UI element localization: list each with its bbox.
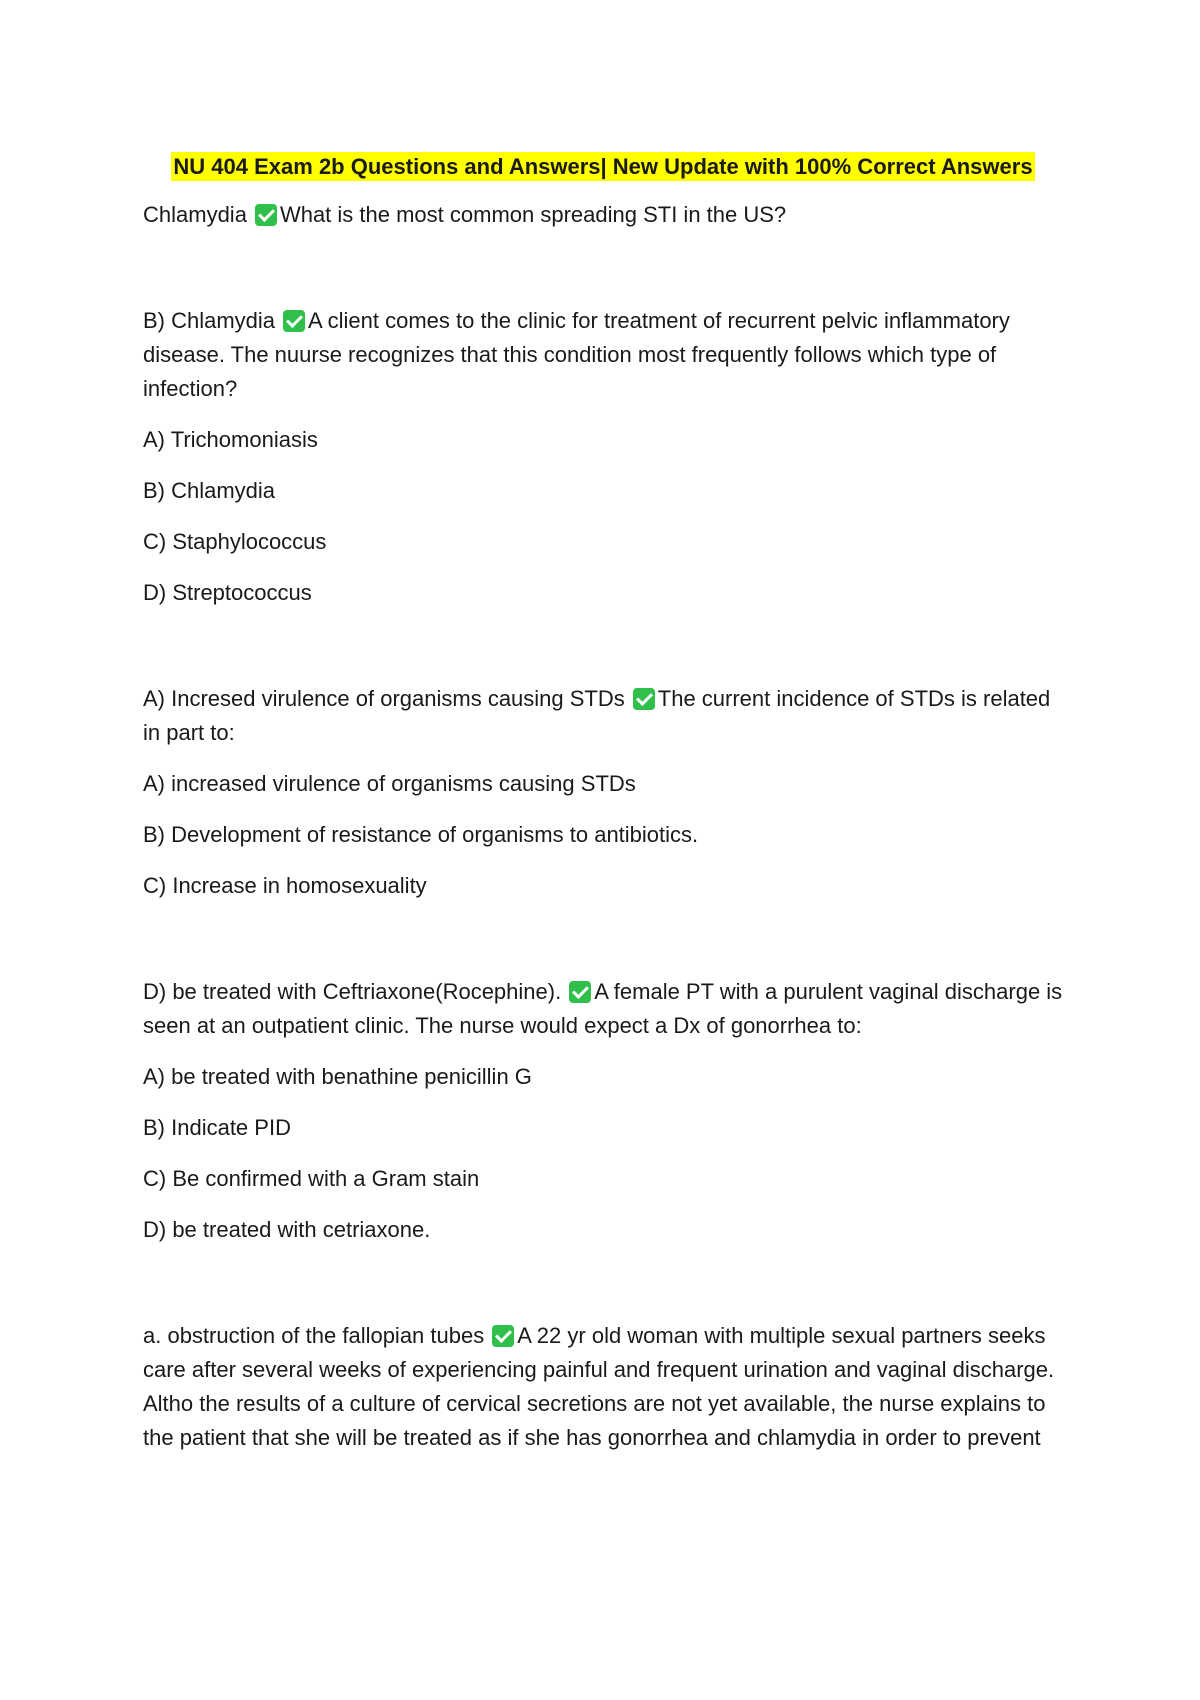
option-item: D) be treated with cetriaxone.: [143, 1217, 431, 1242]
option-item: D) Streptococcus: [143, 580, 312, 605]
qa-line: [143, 1319, 1063, 1455]
answer-text: D) be treated with Ceftriaxone(Rocephine).: [143, 979, 562, 1004]
question-text: The current incidence of STDs is related in part to:: [143, 686, 1051, 745]
qa-line: [143, 304, 1063, 406]
checkmark-box-icon: [255, 204, 277, 226]
qa-item-3: [143, 682, 1063, 903]
qa-item-1: [143, 198, 1063, 232]
qa-line: [143, 682, 1063, 750]
qa-item-5: [143, 1319, 1063, 1455]
checkmark-box-icon: [283, 310, 305, 332]
option-item: A) be treated with benathine penicillin G: [143, 1064, 532, 1089]
option-item: A) increased virulence of organisms causing STDs: [143, 771, 636, 796]
question-text: A client comes to the clinic for treatment of recurrent pelvic inflammatory disease. The nuurse recognizes that this condition most frequently follows which type of infection?: [143, 308, 1010, 401]
option-item: B) Development of resistance of organisms to antibiotics.: [143, 822, 699, 847]
answer-text: A) Incresed virulence of organisms causing STDs: [143, 686, 625, 711]
question-text: A 22 yr old woman with multiple sexual partners seeks care after several weeks of experiencing painful and frequent urination and vaginal discharge. Altho the results of a culture of cervical secretions are not yet available, the nurse explains to the patient that she will be treated as if she has gonorrhea and chlamydia in order to prevent: [143, 1323, 1055, 1450]
qa-line: [143, 198, 1063, 232]
checkmark-box-icon: [633, 688, 655, 710]
answer-text: B) Chlamydia: [143, 308, 276, 333]
qa-item-2: [143, 304, 1063, 610]
option-item: B) Chlamydia: [143, 478, 276, 503]
page-title: NU 404 Exam 2b Questions and Answers| New Update with 100% Correct Answers: [173, 154, 1033, 179]
option-item: C) Be confirmed with a Gram stain: [143, 1166, 480, 1191]
answer-text: Chlamydia: [143, 202, 247, 227]
checkmark-box-icon: [569, 981, 591, 1003]
option-item: C) Staphylococcus: [143, 529, 327, 554]
qa-item-4: [143, 975, 1063, 1247]
question-text: What is the most common spreading STI in the US?: [279, 202, 787, 227]
question-text: A female PT with a purulent vaginal discharge is seen at an outpatient clinic. The nurse would expect a Dx of gonorrhea to:: [143, 979, 1063, 1038]
option-item: B) Indicate PID: [143, 1115, 291, 1140]
checkmark-box-icon: [492, 1325, 514, 1347]
title-wrap: [143, 150, 1063, 184]
answer-text: a. obstruction of the fallopian tubes: [143, 1323, 485, 1348]
qa-line: [143, 975, 1063, 1043]
option-item: C) Increase in homosexuality: [143, 873, 427, 898]
document-content: [143, 150, 1063, 1527]
option-item: A) Trichomoniasis: [143, 427, 318, 452]
